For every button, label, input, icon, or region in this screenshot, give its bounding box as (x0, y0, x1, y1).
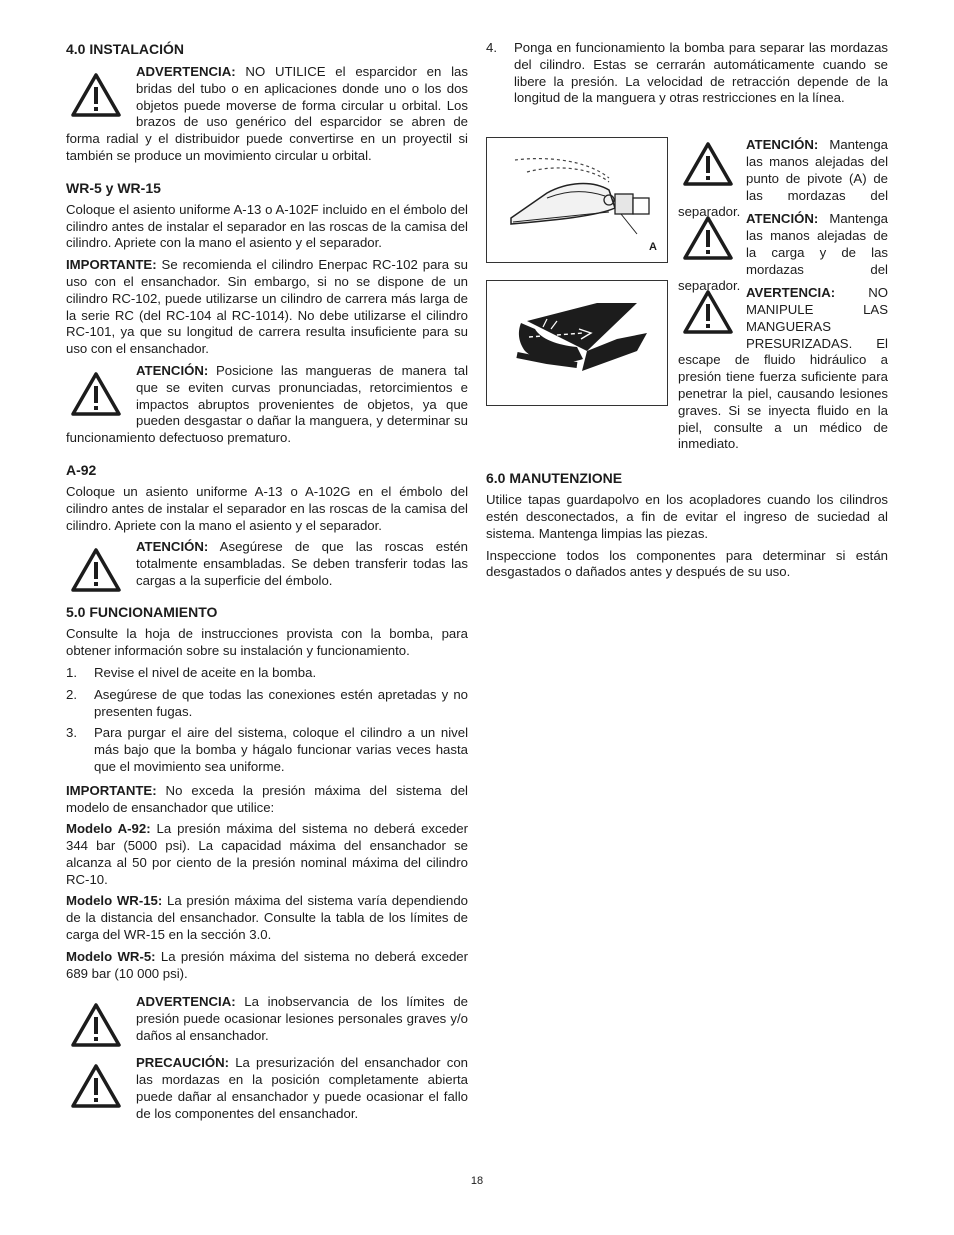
wr-important (66, 257, 468, 358)
attention-block-pivot (678, 137, 888, 221)
model-text: La presión máxima del sistema varía dependiendo de la distancia del ensanchador. Consulte la tabla de los límites de carga del WR-15 en la sección 3.0. (66, 893, 468, 943)
attention-block-hoses (66, 363, 468, 447)
section-6-heading: 6.0 MANUTENZIONE (486, 470, 623, 487)
model-text: La presión máxima del sistema no deberá exceder 689 bar (10 000 psi). (66, 948, 469, 981)
attention-text: Posicione las mangueras de manera tal que se eviten curvas pronunciadas, retorcimientos e impactos abruptos provenientes de objetos, ya que pueden desgastar o dañar la manguera, y determinar su funcionamiento defectuoso prematuro. (66, 362, 468, 446)
attention-text: Mantenga las manos alejadas del punto de pivote (A) de las mordazas del separador. (678, 137, 888, 220)
warning-text: La inobservancia de los límites de presión puede ocasionar lesiones personales graves y/o daños al ensanchador. (136, 994, 468, 1044)
step-number: 4. (486, 40, 497, 55)
list-item (66, 725, 468, 775)
list-item (66, 665, 468, 682)
wr-paragraph: Coloque el asiento uniforme A-13 o A-102F incluido en el émbolo del cilindro antes de instalar el separador en las roscas de la camisa del cilindro. Apriete con la mano el asiento y el separador. (66, 201, 468, 251)
warning-triangle-icon (70, 371, 122, 417)
s5-paragraph: Consulte la hoja de instrucciones provista con la bomba, para obtener información sobre su instalación y funcionamiento. (66, 626, 468, 659)
model-label: Modelo WR-15: (66, 893, 163, 909)
section-5-heading: 5.0 FUNCIONAMIENTO (66, 604, 218, 621)
operation-steps-continued (486, 40, 888, 107)
warning-triangle-icon (682, 215, 734, 261)
caution-label: PRECAUCIÓN: (136, 1055, 230, 1071)
attention-label: ATENCIÓN: (136, 362, 209, 378)
step-text: Para purgar el aire del sistema, coloque el cilindro a un nivel más bajo que la bomba y hágalo funcionar varias veces hasta que el movimiento sea uniforme. (94, 725, 468, 774)
warning-block-hoses (678, 285, 888, 453)
model-a92 (66, 821, 468, 888)
warning-block-pressure (66, 994, 468, 1050)
right-column (486, 40, 888, 586)
attention-label: ATENCIÓN: (136, 539, 209, 555)
attention-text: Asegúrese de que las roscas estén totalmente ensambladas. Se deben transferir todas las cargas a la superficie del émbolo. (136, 539, 468, 588)
important-label: IMPORTANTE: (66, 257, 157, 273)
step-text: Revise el nivel de aceite en la bomba. (94, 664, 317, 680)
model-text: La presión máxima del sistema no deberá exceder 344 bar (5000 psi). La capacidad máxima del ensanchador se alcanza al 50 por ciento de la presión nominal máxima del cilindro RC-10. (66, 821, 468, 887)
operation-steps (66, 665, 468, 776)
step-number: 3. (66, 725, 77, 741)
caution-text: La presurización del ensanchador con las mordazas en la posición completamente abierta puede dañar al ensanchador y puede ocasionar el fallo de los componentes del ensanchador. (136, 1055, 468, 1121)
attention-block-threads (66, 539, 468, 595)
warning-triangle-icon (70, 72, 122, 118)
warning-text: NO UTILICE el esparcidor en las bridas del tubo o en aplicaciones donde uno o los dos objetos puede moverse de forma circular u orbital. Los brazos de uso genérico del esparcidor se abren de forma radial y el distribuidor puede convertirse en un proyectil si también se produce un movimiento circular u orbital. (66, 64, 468, 163)
spreader-illustration (487, 138, 667, 262)
hose-hand-illustration (487, 281, 667, 405)
s6-paragraph-2: Inspeccione todos los componentes para determinar si están desgastados o dañados antes y después de su uso. (486, 547, 888, 580)
left-column (66, 40, 468, 1128)
figures-area (486, 137, 888, 457)
caution-block-jaws (66, 1055, 468, 1122)
s6-paragraph-1: Utilice tapas guardapolvo en los acopladores cuando los cilindros estén desconectados, a fin de evitar el ingreso de suciedad al sistema. Mantenga limpias las piezas. (486, 492, 888, 541)
warning-label: ADVERTENCIA: (136, 64, 236, 79)
step-number: 2. (66, 686, 77, 702)
figure-hose-injection (486, 280, 668, 406)
warning-label: ADVERTENCIA: (136, 994, 236, 1010)
figure-label-a: A (649, 241, 657, 254)
important-label: IMPORTANTE: (66, 782, 157, 798)
a92-heading: A-92 (66, 461, 97, 478)
s5-important (66, 783, 468, 817)
warning-triangle-icon (682, 289, 734, 335)
model-label: Modelo A-92: (66, 821, 151, 837)
step-text: Ponga en funcionamiento la bomba para separar las mordazas del cilindro. Estas se cerrarán automáticamente cuando se libere la presión. La velocidad de retracción depende de la longitud de la manguera y otras restricciones en la línea. (514, 40, 888, 106)
a92-paragraph: Coloque un asiento uniforme A-13 o A-102G en el émbolo del cilindro antes de instalar el separador en las roscas de la camisa del cilindro. Apriete con la mano el asiento y el separador. (66, 483, 468, 533)
important-text: Se recomienda el cilindro Enerpac RC-102 para su uso con el ensanchador. Sin embargo, si no se dispone de un cilindro RC-102, puede utilizarse un cilindro de carrera más larga de la serie RC (del RC-104 al RC-1014). No debe utilizarse el cilindro RC-101, ya que su longitud de carrera resulta insuficiente para su uso con el ensanchador. (66, 257, 468, 357)
warning-triangle-icon (70, 547, 122, 593)
page-number: 18 (470, 1175, 484, 1187)
model-wr5 (66, 949, 468, 983)
attention-label: ATENCIÓN: (746, 137, 819, 153)
warning-triangle-icon (70, 1063, 122, 1109)
wr-heading: WR-5 y WR-15 (66, 179, 161, 196)
step-text: Asegúrese de que todas las conexiones estén apretadas y no presenten fugas. (94, 686, 468, 719)
warning-triangle-icon (70, 1002, 122, 1048)
important-text: No exceda la presión máxima del sistema del modelo de ensanchador que utilice: (66, 782, 468, 815)
list-item (66, 687, 468, 721)
section-4-heading: 4.0 INSTALACIÓN (66, 41, 184, 57)
warning-block-install (66, 64, 468, 165)
warning-label: AVERTENCIA: (746, 285, 836, 301)
warning-triangle-icon (682, 141, 734, 187)
attention-block-load (678, 211, 888, 295)
model-label: Modelo WR-5: (66, 948, 156, 964)
model-wr15 (66, 893, 468, 943)
list-item (486, 40, 888, 107)
attention-label: ATENCIÓN: (746, 211, 819, 227)
step-number: 1. (66, 664, 77, 680)
figure-spreader-pivot (486, 137, 668, 263)
warning-text: NO MANIPULE LAS MANGUERAS PRESURIZADAS. El escape de fluido hidráulico a presión tiene fuerza suficiente para penetrar la piel, causando lesiones graves. Si se inyecta fluido en la piel, consulte a un médico de inmediato. (678, 285, 888, 452)
attention-text: Mantenga las manos alejadas de la carga y de las mordazas del separador. (678, 211, 888, 294)
